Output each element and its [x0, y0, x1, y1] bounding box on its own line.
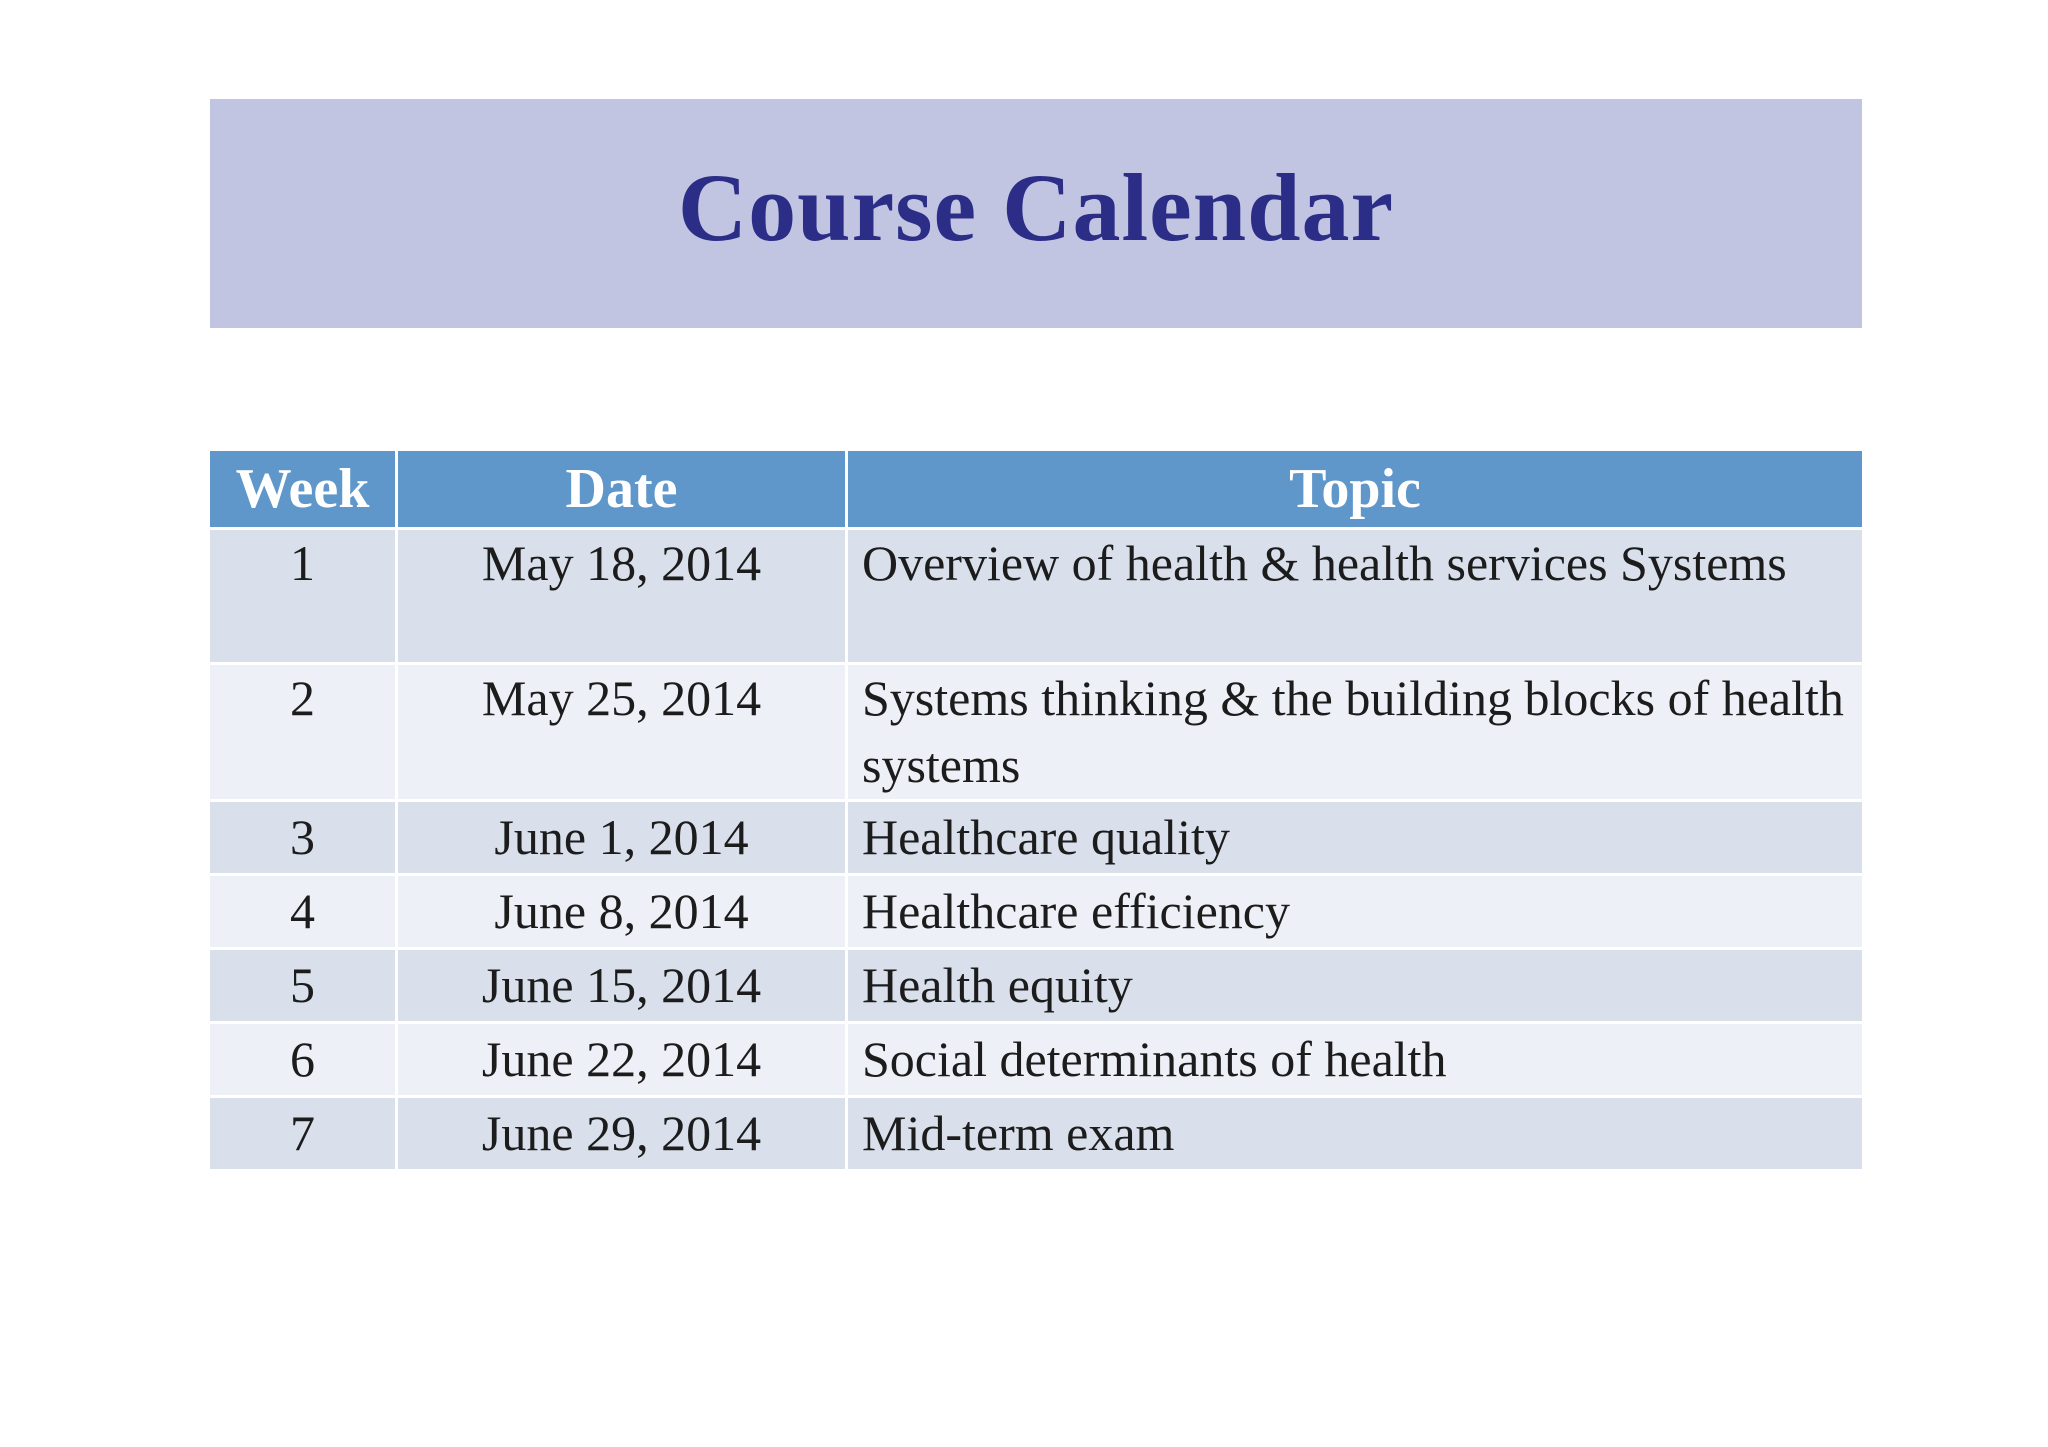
topic-cell: Social determinants of health — [848, 1024, 1862, 1098]
page-title: Course Calendar — [677, 154, 1395, 261]
table-header-row — [210, 451, 1862, 530]
table-row — [210, 950, 1862, 1024]
date-cell: June 15, 2014 — [398, 950, 848, 1024]
date-cell: June 1, 2014 — [398, 802, 848, 876]
week-cell: 3 — [210, 802, 398, 876]
table-row — [210, 665, 1862, 802]
course-calendar-table — [210, 451, 1862, 1172]
date-cell: June 22, 2014 — [398, 1024, 848, 1098]
week-cell: 1 — [210, 530, 398, 665]
header-week: Week — [210, 451, 398, 530]
table-row — [210, 802, 1862, 876]
date-cell: May 25, 2014 — [398, 665, 848, 802]
week-cell: 2 — [210, 665, 398, 802]
topic-cell: Overview of health & health services Systems — [848, 530, 1862, 665]
week-cell: 7 — [210, 1098, 398, 1172]
table-row — [210, 1098, 1862, 1172]
table-row — [210, 530, 1862, 665]
topic-cell: Mid-term exam — [848, 1098, 1862, 1172]
topic-cell: Healthcare quality — [848, 802, 1862, 876]
week-cell: 4 — [210, 876, 398, 950]
date-cell: May 18, 2014 — [398, 530, 848, 665]
table-row — [210, 1024, 1862, 1098]
header-topic: Topic — [848, 451, 1862, 530]
week-cell: 5 — [210, 950, 398, 1024]
title-band — [210, 99, 1862, 328]
header-date: Date — [398, 451, 848, 530]
week-cell: 6 — [210, 1024, 398, 1098]
table-row — [210, 876, 1862, 950]
date-cell: June 29, 2014 — [398, 1098, 848, 1172]
topic-cell: Healthcare efficiency — [848, 876, 1862, 950]
date-cell: June 8, 2014 — [398, 876, 848, 950]
topic-cell: Health equity — [848, 950, 1862, 1024]
topic-cell: Systems thinking & the building blocks of health systems — [848, 665, 1862, 802]
